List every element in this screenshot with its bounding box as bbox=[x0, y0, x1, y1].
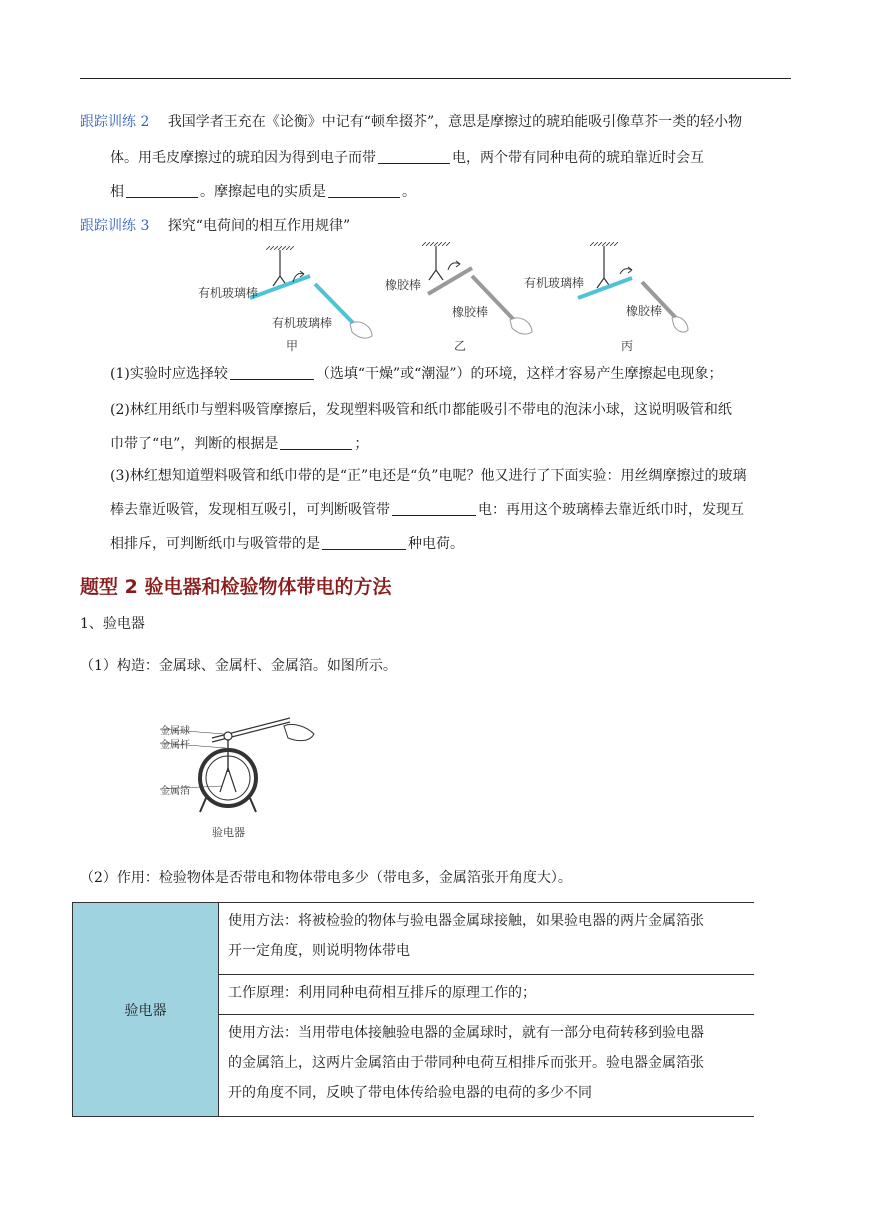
question-3-line3: 相排斥，可判断纸巾与吸管带的是 种电荷。 bbox=[110, 536, 464, 552]
label-bing-suspended: 有机玻璃棒 bbox=[524, 276, 585, 290]
table-row-method: 使用方法：当用带电体接触验电器的金属球时，就有一部分电荷转移到验电器 的金属箔上，这两片金属箔由于带同种电荷互相排斥而张开。验电器金属箔张 开的角度不同，反映了带电体传给验电器的电荷的多少不同 bbox=[219, 1015, 755, 1117]
label-jia-suspended: 有机玻璃棒 bbox=[198, 286, 259, 300]
item-1: 1、验电器 bbox=[80, 616, 145, 632]
question-1: (1)实验时应选择较 （选填“干燥”或“潮湿”）的环境，这样才容易产生摩擦起电现象； bbox=[110, 366, 723, 382]
label-metal-foil: 金属箔 bbox=[160, 786, 190, 797]
charge-interaction-figure bbox=[190, 238, 690, 358]
hand-icon bbox=[350, 322, 372, 338]
metal-ball bbox=[224, 732, 232, 740]
question-2-line2: 巾带了“电”，判断的根据是 ； bbox=[110, 436, 369, 452]
label-metal-rod: 金属杆 bbox=[160, 740, 190, 751]
exercise3-title-line: 跟踪训练 3 探究“电荷间的相互作用规律” bbox=[80, 218, 351, 234]
panel-yi bbox=[422, 242, 532, 334]
ceiling-mount bbox=[590, 242, 618, 246]
suspended-glass-rod bbox=[250, 276, 310, 298]
answer-blank[interactable] bbox=[328, 183, 400, 198]
top-rule bbox=[80, 78, 791, 79]
question-3-line2: 棒去靠近吸管，发现相互吸引，可判断吸管带 电：再用这个玻璃棒去靠近纸巾时，发现互 bbox=[110, 502, 744, 518]
exercise2-line2: 体。用毛皮摩擦过的琥珀因为得到电子而带 电，两个带有同种电荷的琥珀靠近时会互 bbox=[110, 150, 704, 166]
table-row-usage: 使用方法：将被检验的物体与验电器金属球接触，如果验电器的两片金属箔张 开一定角度，则说明物体带电 bbox=[219, 903, 755, 975]
question-3-line1: (3)林红想知道塑料吸管和纸巾带的是“正”电还是“负”电呢？他又进行了下面实验：用丝绸摩擦过的玻璃 bbox=[110, 468, 747, 484]
table-row-principle: 工作原理：利用同种电荷相互排斥的原理工作的； bbox=[219, 975, 755, 1015]
electroscope-table bbox=[72, 902, 754, 1117]
label-jia-held: 有机玻璃棒 bbox=[272, 316, 333, 330]
exercise2-line1: 跟踪训练 2 我国学者王充在《论衡》中记有“顿牟掇芥”，意思是摩擦过的琥珀能吸引像草芥一类的轻小物 bbox=[80, 114, 743, 130]
hand-icon bbox=[672, 317, 688, 332]
motion-arrow bbox=[448, 263, 460, 270]
answer-blank[interactable] bbox=[230, 365, 314, 380]
question-2-line1: (2)林红用纸巾与塑料吸管摩擦后，发现塑料吸管和纸巾都能吸引不带电的泡沫小球，这说明吸管和纸 bbox=[110, 402, 732, 418]
suspended-glass-rod bbox=[578, 278, 632, 298]
motion-arrow-head bbox=[300, 271, 304, 277]
motion-arrow-head bbox=[628, 267, 632, 273]
label-bing-held: 橡胶棒 bbox=[626, 304, 663, 318]
caption-jia: 甲 bbox=[286, 339, 299, 353]
item-1-construction: （1）构造：金属球、金属杆、金属箔。如图所示。 bbox=[80, 658, 397, 674]
electroscope-caption: 验电器 bbox=[212, 826, 245, 839]
exercise2-line3: 相 。摩擦起电的实质是 。 bbox=[110, 184, 416, 200]
answer-blank[interactable] bbox=[126, 183, 198, 198]
exercise2-tag: 跟踪训练 2 bbox=[80, 114, 150, 130]
motion-arrow-head bbox=[456, 261, 460, 267]
stirrup bbox=[429, 270, 443, 280]
item-2-function: （2）作用：检验物体是否带电和物体带电多少（带电多，金属箔张开角度大）。 bbox=[80, 870, 572, 886]
hand-icon bbox=[510, 318, 532, 334]
label-yi-suspended: 橡胶棒 bbox=[385, 278, 422, 292]
rod-bottom bbox=[212, 722, 290, 742]
label-yi-held: 橡胶棒 bbox=[452, 305, 489, 319]
table-head-cell: 验电器 bbox=[73, 903, 219, 1117]
hand-icon bbox=[284, 724, 314, 740]
label-metal-ball: 金属球 bbox=[160, 726, 190, 737]
answer-blank[interactable] bbox=[392, 501, 476, 516]
answer-blank[interactable] bbox=[378, 149, 450, 164]
answer-blank[interactable] bbox=[280, 435, 352, 450]
exercise3-tag: 跟踪训练 3 bbox=[80, 218, 150, 234]
caption-yi: 乙 bbox=[454, 339, 467, 353]
ceiling-mount bbox=[422, 242, 450, 246]
answer-blank[interactable] bbox=[322, 535, 406, 550]
caption-bing: 丙 bbox=[621, 339, 634, 353]
section-heading: 题型 2 验电器和检验物体带电的方法 bbox=[80, 576, 392, 598]
ceiling-mount bbox=[266, 246, 294, 250]
